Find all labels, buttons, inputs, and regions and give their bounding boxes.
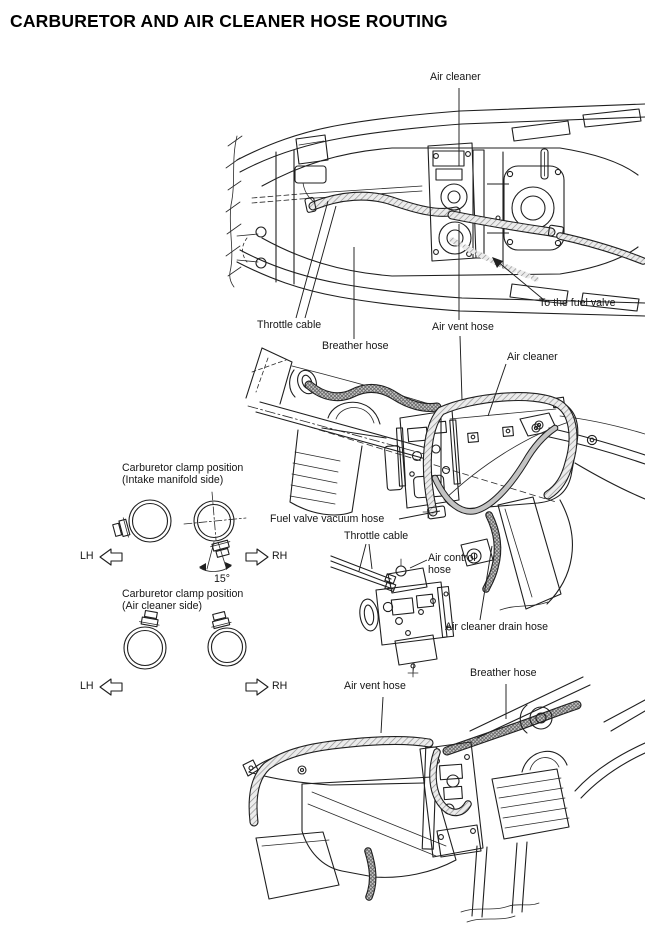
- clamp-screw: [112, 517, 131, 540]
- clamp-intake-left: [112, 500, 171, 542]
- label-fuel-valve-vacuum-hose: Fuel valve vacuum hose: [270, 513, 385, 525]
- top-view-illustration: [226, 88, 645, 400]
- label-lh-intake: LH: [80, 550, 94, 562]
- clamp-screw: [209, 611, 232, 629]
- label-air-cleaner-side: Air cleaner: [507, 351, 558, 363]
- air-vent-hose-art-bottom: [253, 740, 429, 822]
- label-rh-aircleaner: RH: [272, 680, 288, 692]
- label-air-cleaner-drain-hose: Air cleaner drain hose: [445, 621, 549, 633]
- label-to-the-fuel-valve: To the fuel valve: [539, 297, 616, 309]
- label-throttle-cable-top: Throttle cable: [257, 319, 322, 331]
- air-vent-hose-art-top: [452, 215, 564, 238]
- label-air-control-hose: Air control hose: [428, 552, 476, 576]
- label-clamp-intake-title-2: (Intake manifold side): [122, 474, 224, 486]
- label-breather-hose-top: Breather hose: [322, 340, 389, 352]
- page-title: CARBURETOR AND AIR CLEANER HOSE ROUTING: [10, 11, 448, 31]
- label-lh-aircleaner: LH: [80, 680, 94, 692]
- label-air-vent-hose-bottom: Air vent hose: [344, 680, 406, 692]
- lh-arrow-intake: [100, 549, 122, 565]
- rh-arrow-intake: [246, 549, 268, 565]
- breather-hose-art-side: [309, 385, 437, 408]
- lh-arrow-aircleaner: [100, 679, 122, 695]
- label-air-cleaner-top: Air cleaner: [430, 71, 481, 83]
- air-cleaner-drain-hose-art: [486, 515, 497, 589]
- breather-hose-art-bottom: [447, 705, 577, 751]
- label-air-vent-hose-top: Air vent hose: [432, 321, 494, 333]
- label-clamp-aircleaner-title-2: (Air cleaner side): [122, 600, 203, 612]
- bottom-view-illustration: [243, 677, 645, 922]
- clamp-aircleaner-right: [208, 611, 246, 666]
- rh-arrow-aircleaner: [246, 679, 268, 695]
- label-rh-intake: RH: [272, 550, 288, 562]
- label-breather-hose-bottom: Breather hose: [470, 667, 537, 679]
- label-clamp-aircleaner-title-1: Carburetor clamp position: [122, 588, 244, 600]
- clamp-aircleaner-left: [124, 610, 166, 669]
- label-throttle-cable-side: Throttle cable: [344, 530, 409, 542]
- label-clamp-angle: 15°: [214, 573, 231, 585]
- label-clamp-intake-title-1: Carburetor clamp position: [122, 462, 244, 474]
- clamp-intake-right: [184, 492, 246, 572]
